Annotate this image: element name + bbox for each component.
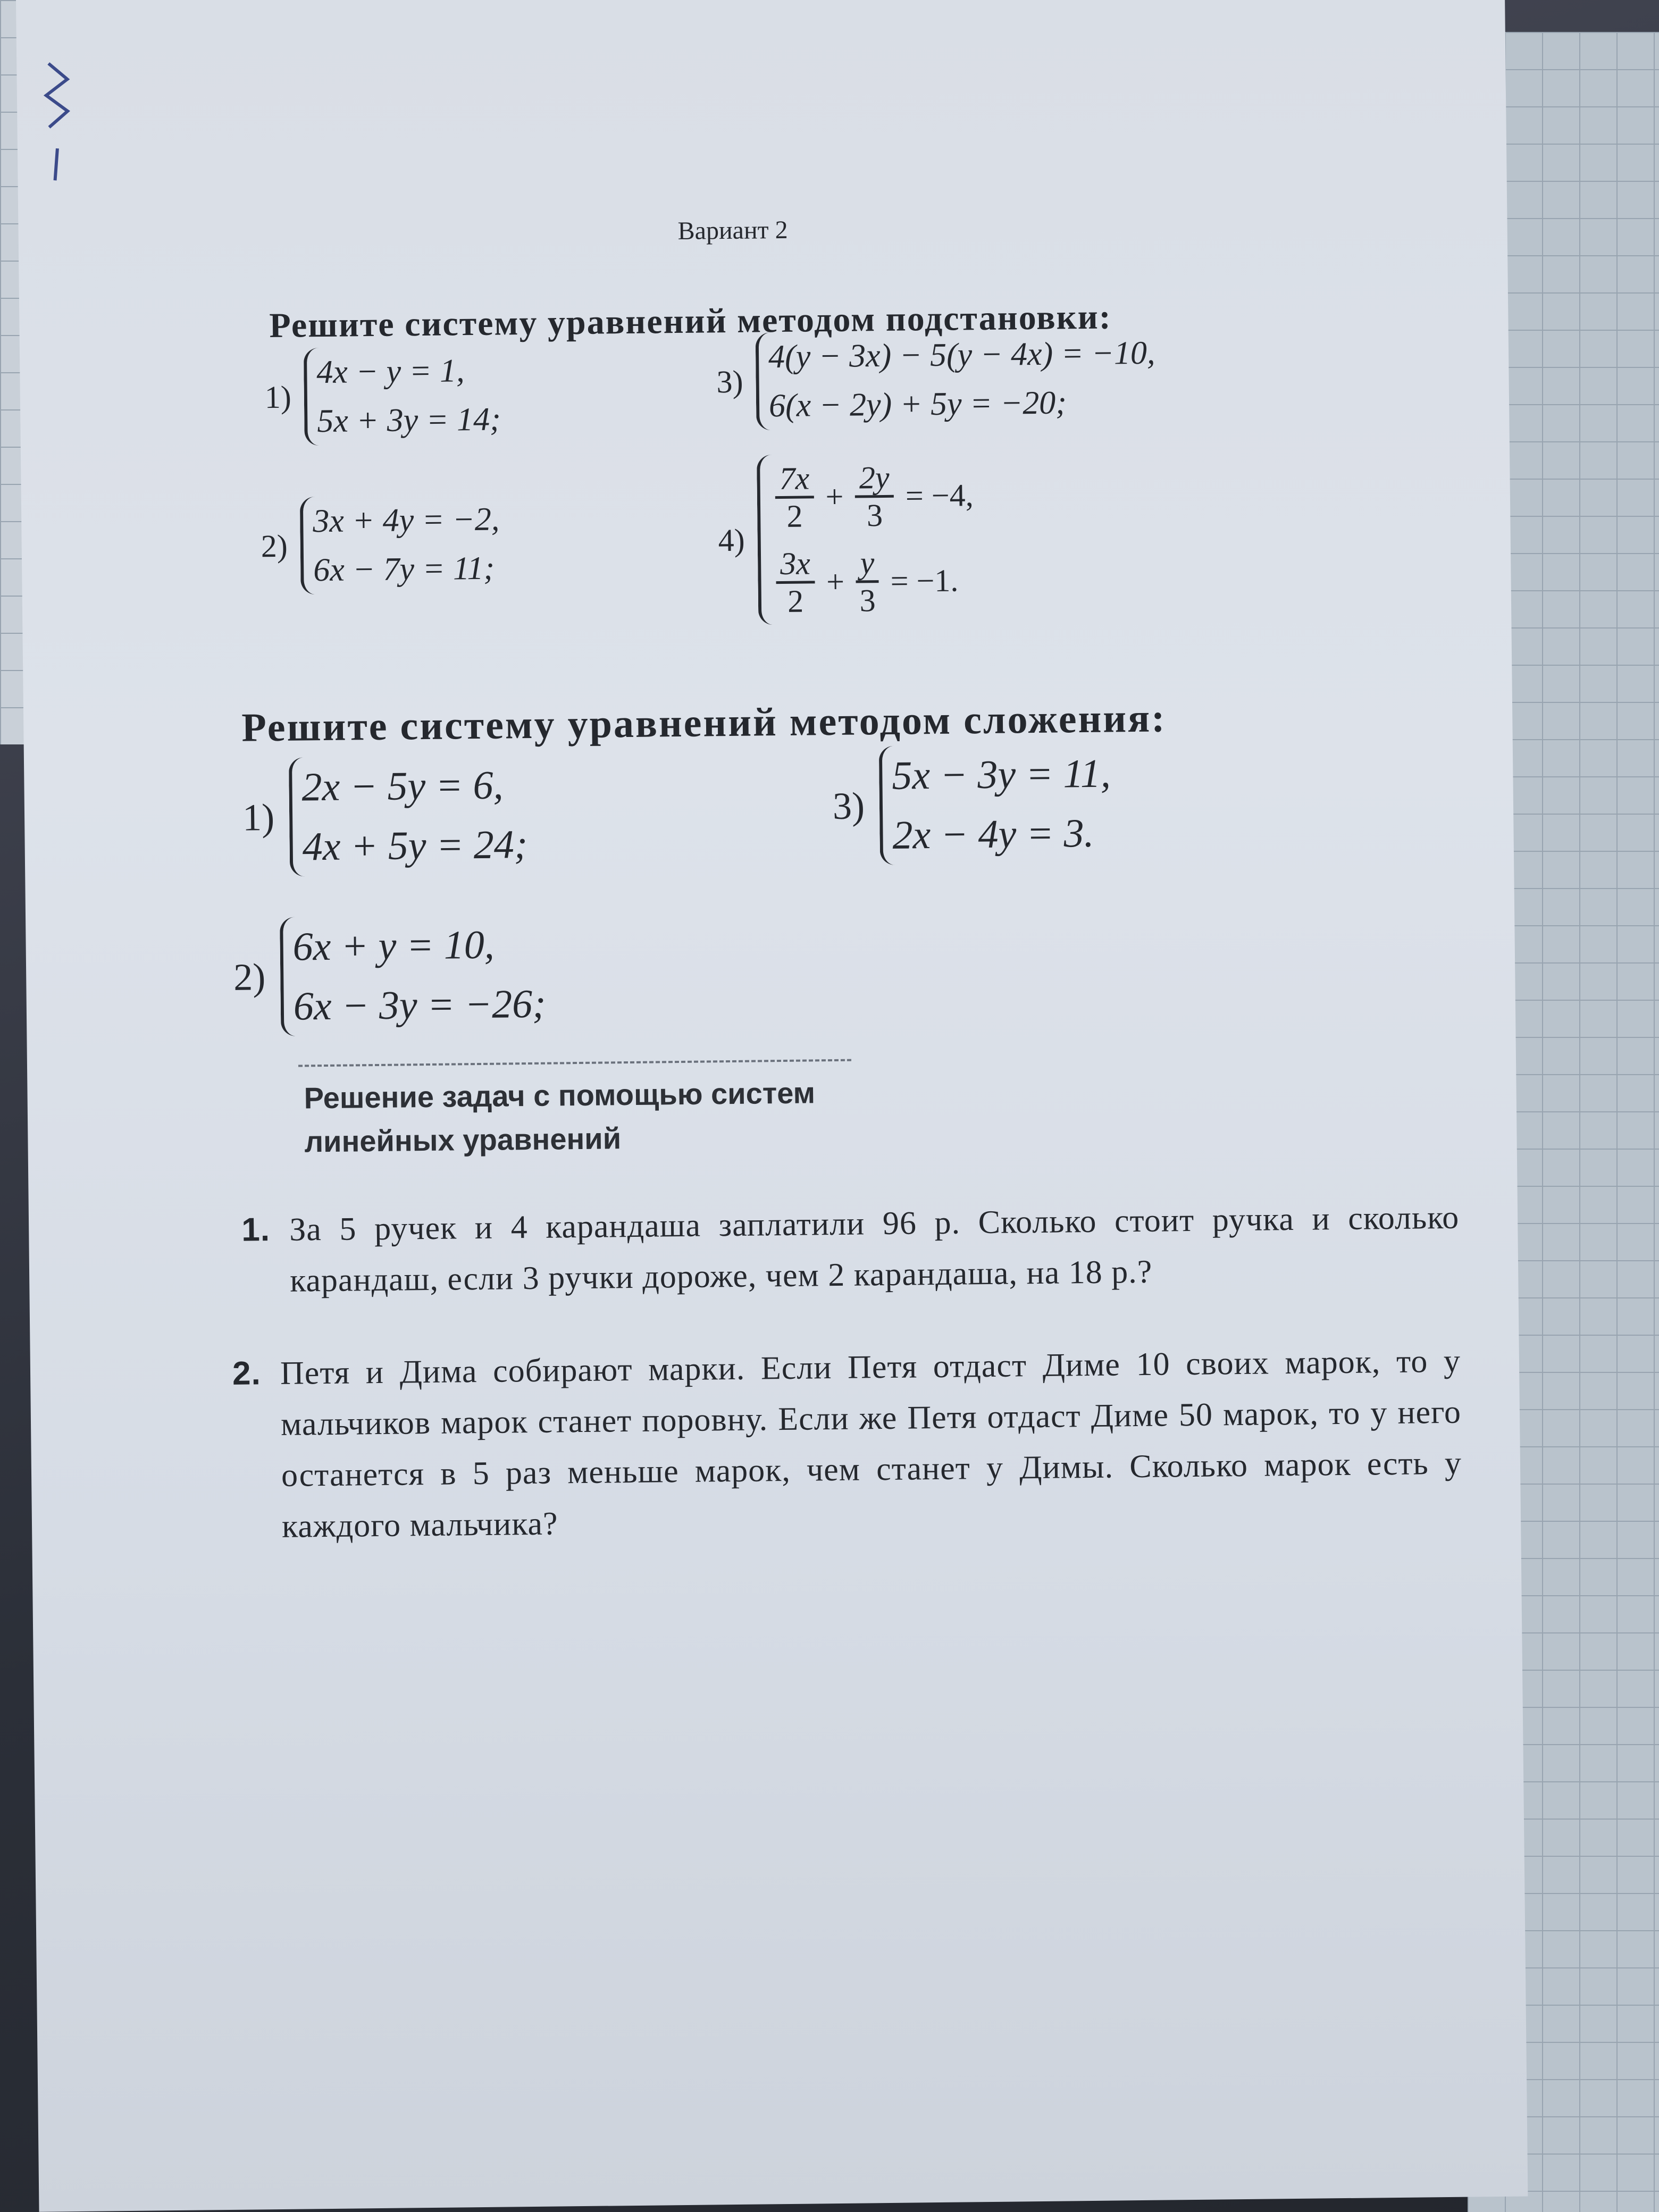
pen-scribble-icon <box>38 58 77 186</box>
denominator: 2 <box>786 498 803 534</box>
equation: 6x + y = 10, <box>292 922 495 969</box>
denominator: 2 <box>787 583 804 619</box>
fraction-equation <box>769 453 980 540</box>
addition-heading: Решите систему уравнений методом сложения: <box>241 696 1167 750</box>
brace <box>756 329 1156 431</box>
system-label: 2) <box>261 528 288 564</box>
brace <box>757 453 981 625</box>
system-label: 1) <box>242 795 275 839</box>
problem-text: За 5 ручек и 4 карандаша заплатили 96 р. Сколько стоит ручка и сколько карандаш, если 3 ручки дороже, чем 2 карандаша, на 18 р.? <box>289 1199 1460 1299</box>
numerator: 7x <box>775 460 814 499</box>
numerator: 2y <box>855 459 894 498</box>
right-hand-side: = −1. <box>890 563 959 599</box>
heading-line: линейных уравнений <box>304 1121 622 1159</box>
problem-text: Петя и Дима собирают марки. Если Петя отдаст Диме 10 своих марок, то у мальчиков марок станет поровну. Если же Петя отдаст Диме 50 марок, то у него останется в 5 раз меньше марок, чем станет у Димы. Сколько марок есть у каждого мальчика? <box>280 1343 1462 1545</box>
brace <box>300 495 500 595</box>
numerator: y <box>856 545 878 583</box>
system-label: 4) <box>718 522 745 558</box>
equation: 2x − 5y = 6, <box>301 763 504 810</box>
equation: 4x − y = 1, <box>316 353 465 391</box>
brace <box>289 755 528 877</box>
worksheet-page <box>16 0 1528 2212</box>
fraction <box>775 460 814 534</box>
equation: 3x + 4y = −2, <box>312 501 500 540</box>
word-problems-heading <box>304 1071 816 1163</box>
equation: 4x + 5y = 24; <box>302 822 528 869</box>
variant-title: Вариант 2 <box>677 215 788 245</box>
system-label: 2) <box>233 955 266 999</box>
equation: 6(x − 2y) + 5y = −20; <box>768 384 1067 424</box>
brace <box>280 915 546 1036</box>
problem-number: 2. <box>232 1355 262 1392</box>
heading-line: Решение задач с помощью систем <box>304 1076 816 1115</box>
operator: + <box>826 564 845 599</box>
word-problem-2 <box>232 1336 1469 1614</box>
fraction-equation <box>770 538 981 625</box>
substitution-heading: Решите систему уравнений методом подстановки: <box>269 297 1112 346</box>
problem-number: 1. <box>241 1211 271 1249</box>
equation: 6x − 7y = 11; <box>313 550 495 589</box>
add-system-2 <box>233 915 546 1037</box>
equation: 6x − 3y = −26; <box>293 981 546 1029</box>
numerator: 3x <box>776 546 815 584</box>
equation: 5x − 3y = 11, <box>891 751 1111 798</box>
denominator: 3 <box>859 582 876 618</box>
dashed-divider <box>298 1059 851 1067</box>
system-label: 3) <box>716 364 743 399</box>
system-label: 3) <box>832 784 865 827</box>
brace <box>304 346 501 446</box>
fraction <box>776 546 815 619</box>
add-system-1 <box>242 755 528 877</box>
system-label: 1) <box>264 379 292 415</box>
subst-system-3 <box>716 329 1156 431</box>
subst-system-4 <box>717 453 981 625</box>
equation: 4(y − 3x) − 5(y − 4x) = −10, <box>768 334 1155 375</box>
right-hand-side: = −4, <box>905 477 974 514</box>
brace <box>879 744 1112 866</box>
equation: 5x + 3y = 14; <box>316 401 501 440</box>
fraction <box>855 459 894 533</box>
operator: + <box>825 479 844 514</box>
add-system-3 <box>832 744 1112 866</box>
denominator: 3 <box>866 497 883 533</box>
fraction <box>856 545 879 618</box>
equation: 2x − 4y = 3. <box>892 810 1094 858</box>
subst-system-2 <box>261 495 500 596</box>
subst-system-1 <box>264 346 501 447</box>
